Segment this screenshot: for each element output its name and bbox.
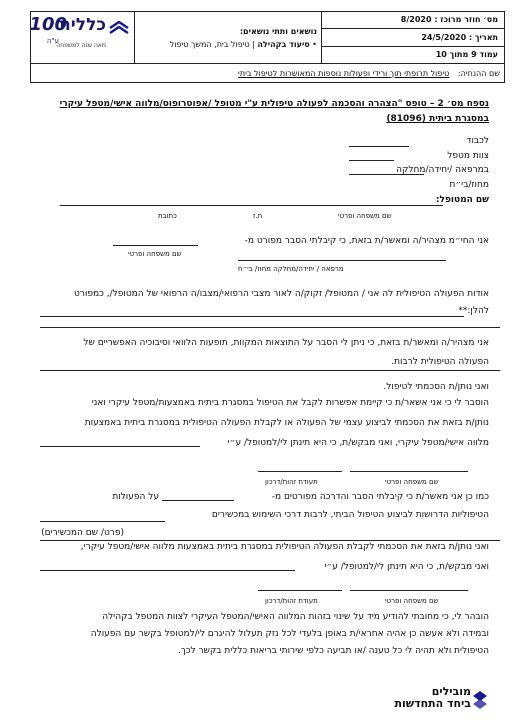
addressee-line: צוות מטפל bbox=[447, 150, 489, 161]
logo-suffix: ע"ה bbox=[46, 36, 59, 45]
addressee bbox=[396, 134, 489, 192]
sig1-name-label: שם משפחה ופרטי bbox=[385, 478, 439, 486]
devices-field[interactable] bbox=[40, 521, 165, 522]
p4-line3: מלווה אישי/מטפל עיקרי, ואני מבקש/ת, כי היא תינתן לי/למטופל/ ע״י bbox=[227, 438, 489, 448]
procedure-row bbox=[31, 64, 505, 83]
topics-list: • סיעוד בקהילה | טיפול בית, המשך טיפול bbox=[169, 39, 317, 49]
patient-sub-name: שם משפחה ופרטי bbox=[338, 212, 392, 220]
patient-sub-id: ת.ז bbox=[253, 212, 263, 220]
closing-line1: הובהר לי, כי מחובתי להודיע מיד על שינוי בזהות המלווה האישי/המטפל העיקרי לצוות המטפל בקהילה bbox=[102, 612, 489, 622]
sig2-id-field[interactable] bbox=[258, 590, 342, 591]
topic-rest: | טיפול בית, המשך טיפול bbox=[169, 39, 258, 49]
training-line1b: על הפעולות bbox=[112, 492, 159, 502]
fill-line[interactable] bbox=[40, 540, 500, 541]
form-title-line2: במסגרת ביתית (81096) bbox=[386, 114, 489, 124]
clalit-logo-icon bbox=[108, 21, 130, 35]
p1-line1: אודות הפעולה הטיפולית לה אני / המטופל/ זקוק/ה לאור מצבי הרפואי/מצבו/ה הרפואי של המטופל/, כמפורט bbox=[74, 289, 489, 299]
explainer-sub-name: שם משפחה ופרטי bbox=[128, 250, 182, 258]
explainer-field[interactable] bbox=[113, 245, 198, 246]
explainer-sub-clinic: מרפאה / יחידה/מחלקה מחוז/ בי״ח bbox=[238, 265, 344, 273]
training-line1: כמו כן אני מאשר/ת כי קיבלתי הסבר והדרכה מפורטים מ- bbox=[271, 492, 489, 502]
logo-name: כללית bbox=[59, 14, 106, 35]
trainer-field[interactable] bbox=[162, 500, 234, 501]
p4-line1: הוסבר לי כי אני אשאר/ת כי קיימת אפשרות לקבל את הטיפול במסגרת ביתית באמצעות/מטפל עיקרי ואני bbox=[91, 398, 489, 408]
procedure-label: שם ההנחיה: bbox=[457, 68, 500, 78]
topics-cell bbox=[135, 12, 322, 64]
fill-line[interactable] bbox=[349, 146, 409, 147]
topic-main: סיעוד בקהילה bbox=[257, 39, 310, 49]
meta-cell bbox=[322, 12, 505, 64]
closing-line3: הטיפולית ולא תהיה לי כל טענה /או תביעה כלפי שירותי בריאות כללית בקשר לכך. bbox=[178, 646, 489, 656]
training-line3: ואני נותן/ת בזאת את הסכמתי לקבלת הפעולה הטיפולית במסגרת ביתית באמצעות מלווה אישי/מטפל עיקרי, bbox=[80, 542, 489, 552]
fill-line[interactable] bbox=[349, 160, 394, 161]
doc-date: תאריך : 24/5/2020 bbox=[322, 29, 504, 47]
logo-tagline: מאה שנה למשפחה bbox=[56, 41, 106, 49]
form-title: נספח מס׳ 2 – טופס "הצהרה והסכמה לפעולה טיפולית ע"י מטופל /אפוטרופוס/מלווה אישי/מטפל עיקרי bbox=[59, 99, 489, 109]
patient-field[interactable] bbox=[60, 205, 443, 206]
doc-number: מס׳ חוזר מרוכז : 8/2020 bbox=[322, 12, 504, 29]
closing-line2: ובמידה ולא אעשה כן אהיה אחראי/ת באופן בלעדי לכל נזק תעלול להיגרם לי/למטופל בקשר עם הפעולה bbox=[90, 629, 489, 639]
addressee-line: לכבוד bbox=[466, 136, 489, 146]
footer-logo-line1: מובילים bbox=[431, 685, 471, 698]
footer-logo-line2: ביחד התחדשות bbox=[394, 697, 471, 710]
fill-line[interactable] bbox=[40, 316, 464, 317]
p3: ואני נותן/ת הסכמתי לטיפול. bbox=[383, 382, 489, 392]
topics-title: נושאים ותתי נושאים: bbox=[239, 26, 317, 36]
sig2-id-label: תעודת זהות/דרכון bbox=[265, 597, 318, 605]
addressee-line: במרפאה /יחידה/מחלקה bbox=[396, 165, 489, 175]
sig1-name-field[interactable] bbox=[350, 471, 468, 472]
sig2-name-field[interactable] bbox=[350, 590, 468, 591]
fill-line[interactable] bbox=[40, 570, 295, 571]
header-table bbox=[30, 11, 505, 83]
fill-line[interactable] bbox=[349, 174, 424, 175]
logo-number: 100 bbox=[29, 13, 67, 35]
training-line2: הטיפוליות הדרושות לביצוע הטיפול הביתי, לרבות דרכי השימוש במכשירים bbox=[211, 510, 489, 520]
training-line2b: (פרט/ שם המכשירים) bbox=[41, 528, 124, 538]
p2-line1: אני מצהיר/ה ומאשר/ת בזאת, כי ניתן לי הסבר על התוצאות המקוות, תופעות הלוואי וסיבוכיה האפשריים של bbox=[83, 338, 489, 348]
footer-logo-icon bbox=[472, 690, 488, 710]
training-line4: ואני מבקש/ת, כי היא תינתן לי/למטופל/ ע״י bbox=[324, 562, 489, 572]
footer-logo bbox=[394, 685, 471, 714]
p1-line2: להלן:** bbox=[458, 306, 489, 316]
procedure-name: טיפול תרופתי תוך ורידי ופעולות נוספות המאושרות לטיפול ביתי bbox=[238, 68, 450, 78]
p4-line2: נותן/ת בזאת את הסכמתי לביצוע עצמי של הפעולה או לקבלת הפעולה הטיפולית במסגרת ביתית באמצעות bbox=[84, 418, 489, 428]
sig2-name-label: שם משפחה ופרטי bbox=[385, 597, 439, 605]
fill-line[interactable] bbox=[40, 370, 500, 371]
sig1-id-field[interactable] bbox=[258, 471, 342, 472]
declaration-text: אני החי״מ מצהיר/ה ומאשר/ת בזאת, כי קיבלתי הסבר מפורט מ- bbox=[244, 236, 489, 246]
clinic-field[interactable] bbox=[238, 260, 446, 261]
patient-label: שם המטופל: bbox=[435, 195, 489, 205]
page-number: עמוד 9 מתוך 10 bbox=[435, 50, 498, 59]
patient-sub-address: כתובת bbox=[158, 212, 177, 220]
addressee-line: מחוז/בי״ח bbox=[449, 179, 489, 190]
p2-line2: הפעולה הטיפולית לרבות. bbox=[391, 357, 489, 367]
logo-cell bbox=[31, 12, 135, 64]
fill-line[interactable] bbox=[40, 446, 200, 447]
fill-line[interactable] bbox=[40, 327, 500, 328]
sig1-id-label: תעודת זהות/דרכון bbox=[265, 478, 318, 486]
